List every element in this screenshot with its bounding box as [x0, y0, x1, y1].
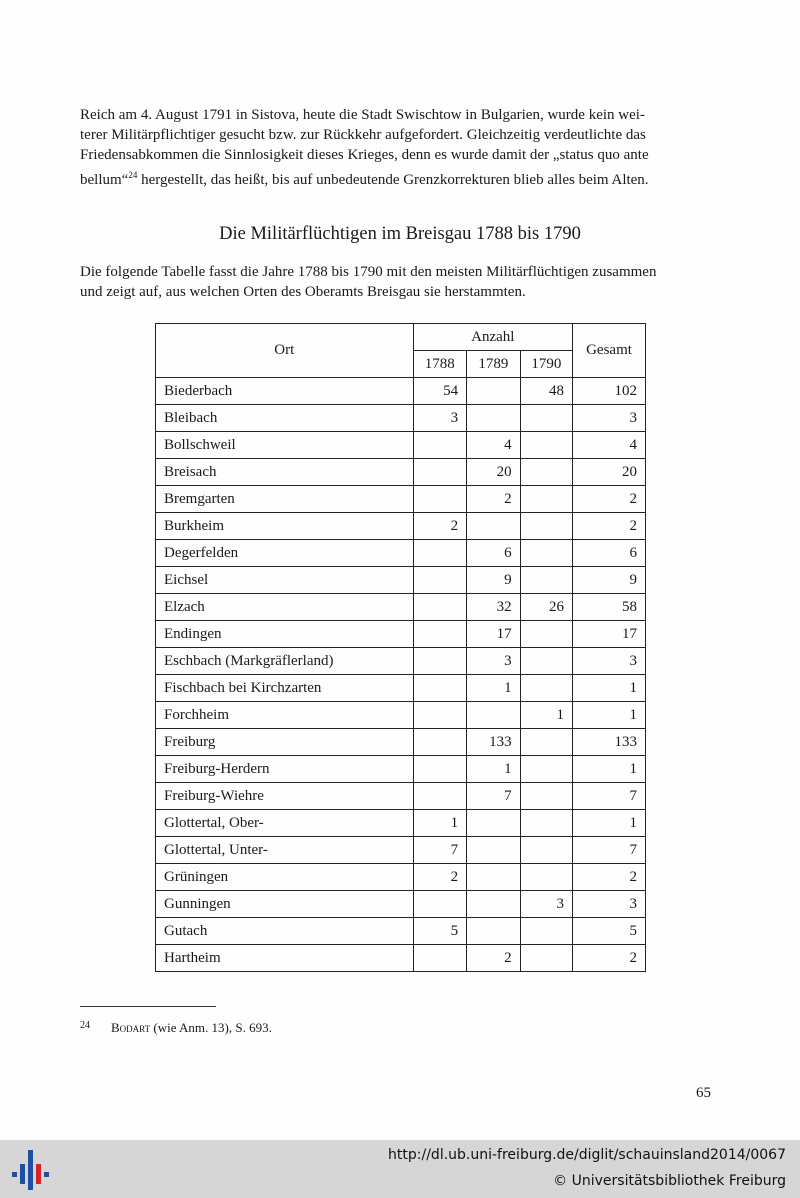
cell-1788 [413, 702, 467, 729]
cell-ort: Biederbach [156, 378, 414, 405]
intro-line: Reich am 4. August 1791 in Sistova, heute die Stadt Swischtow in Bulgarien, wurde kein wei- [80, 107, 645, 123]
cell-1789: 4 [467, 432, 521, 459]
cell-1790: 3 [520, 891, 572, 918]
cell-ort: Freiburg-Herdern [156, 756, 414, 783]
document-url-link[interactable]: http://dl.ub.uni-freiburg.de/diglit/schauinsland2014/0067 [388, 1147, 786, 1163]
header-gesamt: Gesamt [573, 324, 646, 378]
cell-1788 [413, 621, 467, 648]
cell-1790 [520, 513, 572, 540]
cell-ort: Freiburg [156, 729, 414, 756]
cell-ort: Fischbach bei Kirchzarten [156, 675, 414, 702]
cell-1790 [520, 621, 572, 648]
cell-gesamt: 4 [573, 432, 646, 459]
cell-ort: Endingen [156, 621, 414, 648]
cell-gesamt: 2 [573, 513, 646, 540]
cell-1790 [520, 783, 572, 810]
table-row [156, 864, 646, 891]
cell-1788 [413, 540, 467, 567]
cell-gesamt: 133 [573, 729, 646, 756]
cell-1789: 3 [467, 648, 521, 675]
footnote-reference[interactable]: 24 [128, 170, 138, 180]
cell-1789: 2 [467, 486, 521, 513]
cell-1790 [520, 945, 572, 972]
table-row [156, 378, 646, 405]
intro-line: terer Militärpflichtiger gesucht bzw. zur Rückkehr aufgefordert. Gleichzeitig verdeutlichte das [80, 127, 646, 143]
cell-1789 [467, 378, 521, 405]
lead-paragraph [80, 262, 721, 302]
header-anzahl: Anzahl [413, 324, 573, 351]
cell-1790 [520, 405, 572, 432]
cell-1790 [520, 918, 572, 945]
table-row [156, 837, 646, 864]
cell-ort: Freiburg-Wiehre [156, 783, 414, 810]
copyright-text: © Universitätsbibliothek Freiburg [553, 1173, 786, 1189]
cell-1788 [413, 675, 467, 702]
cell-1788 [413, 783, 467, 810]
cell-1790 [520, 648, 572, 675]
cell-ort: Glottertal, Ober- [156, 810, 414, 837]
intro-line-start: bellum“ [80, 172, 129, 188]
cell-1790 [520, 756, 572, 783]
header-ort: Ort [156, 324, 414, 378]
table-row [156, 405, 646, 432]
cell-1788: 2 [413, 864, 467, 891]
table-row [156, 783, 646, 810]
cell-gesamt: 2 [573, 864, 646, 891]
cell-1789: 7 [467, 783, 521, 810]
cell-1790 [520, 675, 572, 702]
footnote-text: (wie Anm. 13), S. 693. [153, 1020, 272, 1035]
cell-gesamt: 6 [573, 540, 646, 567]
cell-1788: 1 [413, 810, 467, 837]
cell-ort: Eschbach (Markgräflerland) [156, 648, 414, 675]
cell-1789 [467, 810, 521, 837]
cell-ort: Bollschweil [156, 432, 414, 459]
table-row [156, 648, 646, 675]
intro-paragraph [80, 105, 721, 190]
header-year-1790: 1790 [520, 351, 572, 378]
cell-1790: 48 [520, 378, 572, 405]
cell-1789 [467, 513, 521, 540]
cell-1788 [413, 756, 467, 783]
cell-ort: Forchheim [156, 702, 414, 729]
cell-1790: 1 [520, 702, 572, 729]
table-row [156, 729, 646, 756]
section-heading: Die Militärflüchtigen im Breisgau 1788 bis 1790 [219, 224, 581, 244]
cell-1788 [413, 486, 467, 513]
table-row [156, 486, 646, 513]
cell-ort: Eichsel [156, 567, 414, 594]
cell-1788 [413, 567, 467, 594]
intro-line: Friedensabkommen die Sinnlosigkeit dieses Krieges, denn es wurde damit der „status quo ante [80, 147, 649, 163]
cell-ort: Elzach [156, 594, 414, 621]
cell-1789: 20 [467, 459, 521, 486]
table-row [156, 675, 646, 702]
cell-1789 [467, 891, 521, 918]
cell-ort: Burkheim [156, 513, 414, 540]
table-body [156, 378, 646, 972]
intro-line-end: hergestellt, das heißt, bis auf unbedeutende Grenzkorrekturen blieb alles beim Alten. [141, 172, 649, 188]
cell-gesamt: 17 [573, 621, 646, 648]
cell-ort: Hartheim [156, 945, 414, 972]
table-row [156, 594, 646, 621]
footnote [80, 1020, 272, 1036]
cell-ort: Degerfelden [156, 540, 414, 567]
cell-1790 [520, 459, 572, 486]
cell-1788: 3 [413, 405, 467, 432]
viewer-footer-bar [0, 1140, 800, 1198]
cell-1789 [467, 837, 521, 864]
cell-1788 [413, 432, 467, 459]
cell-ort: Gutach [156, 918, 414, 945]
cell-ort: Grüningen [156, 864, 414, 891]
table-row [156, 432, 646, 459]
cell-gesamt: 1 [573, 810, 646, 837]
table-row [156, 513, 646, 540]
table-row [156, 891, 646, 918]
cell-1789: 17 [467, 621, 521, 648]
cell-1789 [467, 864, 521, 891]
cell-1788: 5 [413, 918, 467, 945]
cell-gesamt: 9 [573, 567, 646, 594]
cell-gesamt: 3 [573, 405, 646, 432]
cell-gesamt: 102 [573, 378, 646, 405]
cell-1790 [520, 540, 572, 567]
cell-ort: Breisach [156, 459, 414, 486]
table-row [156, 702, 646, 729]
table-row [156, 540, 646, 567]
cell-1789: 1 [467, 756, 521, 783]
cell-1790 [520, 567, 572, 594]
header-year-1788: 1788 [413, 351, 467, 378]
cell-1788 [413, 648, 467, 675]
lead-line: und zeigt auf, aus welchen Orten des Oberamts Breisgau sie herstammten. [80, 284, 526, 300]
table-row [156, 567, 646, 594]
cell-1788 [413, 459, 467, 486]
cell-1789: 32 [467, 594, 521, 621]
cell-1789 [467, 405, 521, 432]
cell-1789 [467, 918, 521, 945]
footnote-number: 24 [80, 1020, 90, 1031]
cell-1789: 133 [467, 729, 521, 756]
table-row [156, 756, 646, 783]
cell-1790 [520, 432, 572, 459]
cell-gesamt: 3 [573, 648, 646, 675]
header-year-1789: 1789 [467, 351, 521, 378]
cell-1788: 54 [413, 378, 467, 405]
cell-ort: Bremgarten [156, 486, 414, 513]
cell-gesamt: 2 [573, 486, 646, 513]
cell-1789: 1 [467, 675, 521, 702]
cell-gesamt: 20 [573, 459, 646, 486]
cell-1788: 7 [413, 837, 467, 864]
table-row [156, 459, 646, 486]
cell-ort: Gunningen [156, 891, 414, 918]
cell-gesamt: 7 [573, 783, 646, 810]
cell-ort: Glottertal, Unter- [156, 837, 414, 864]
cell-ort: Bleibach [156, 405, 414, 432]
cell-gesamt: 1 [573, 675, 646, 702]
cell-1789: 2 [467, 945, 521, 972]
cell-gesamt: 1 [573, 756, 646, 783]
lead-line: Die folgende Tabelle fasst die Jahre 1788 bis 1790 mit den meisten Militärflüchtigen zusammen [80, 264, 657, 280]
table-row [156, 918, 646, 945]
cell-gesamt: 3 [573, 891, 646, 918]
cell-1788 [413, 945, 467, 972]
cell-1788 [413, 594, 467, 621]
page-number: 65 [696, 1085, 711, 1101]
cell-1790 [520, 486, 572, 513]
cell-gesamt: 5 [573, 918, 646, 945]
cell-1790 [520, 837, 572, 864]
footnote-author: Bodart [111, 1020, 151, 1035]
footnote-divider [80, 1006, 216, 1007]
cell-1789 [467, 702, 521, 729]
cell-gesamt: 58 [573, 594, 646, 621]
table-row [156, 810, 646, 837]
cell-gesamt: 2 [573, 945, 646, 972]
cell-gesamt: 1 [573, 702, 646, 729]
ub-freiburg-logo-icon [10, 1148, 50, 1192]
cell-1790 [520, 864, 572, 891]
cell-1790 [520, 810, 572, 837]
militaerfluechtige-table [155, 323, 646, 972]
cell-gesamt: 7 [573, 837, 646, 864]
cell-1790: 26 [520, 594, 572, 621]
cell-1790 [520, 729, 572, 756]
table-row [156, 621, 646, 648]
cell-1788 [413, 891, 467, 918]
cell-1788 [413, 729, 467, 756]
intro-line [80, 165, 721, 190]
cell-1789: 6 [467, 540, 521, 567]
cell-1789: 9 [467, 567, 521, 594]
table-row [156, 945, 646, 972]
cell-1788: 2 [413, 513, 467, 540]
